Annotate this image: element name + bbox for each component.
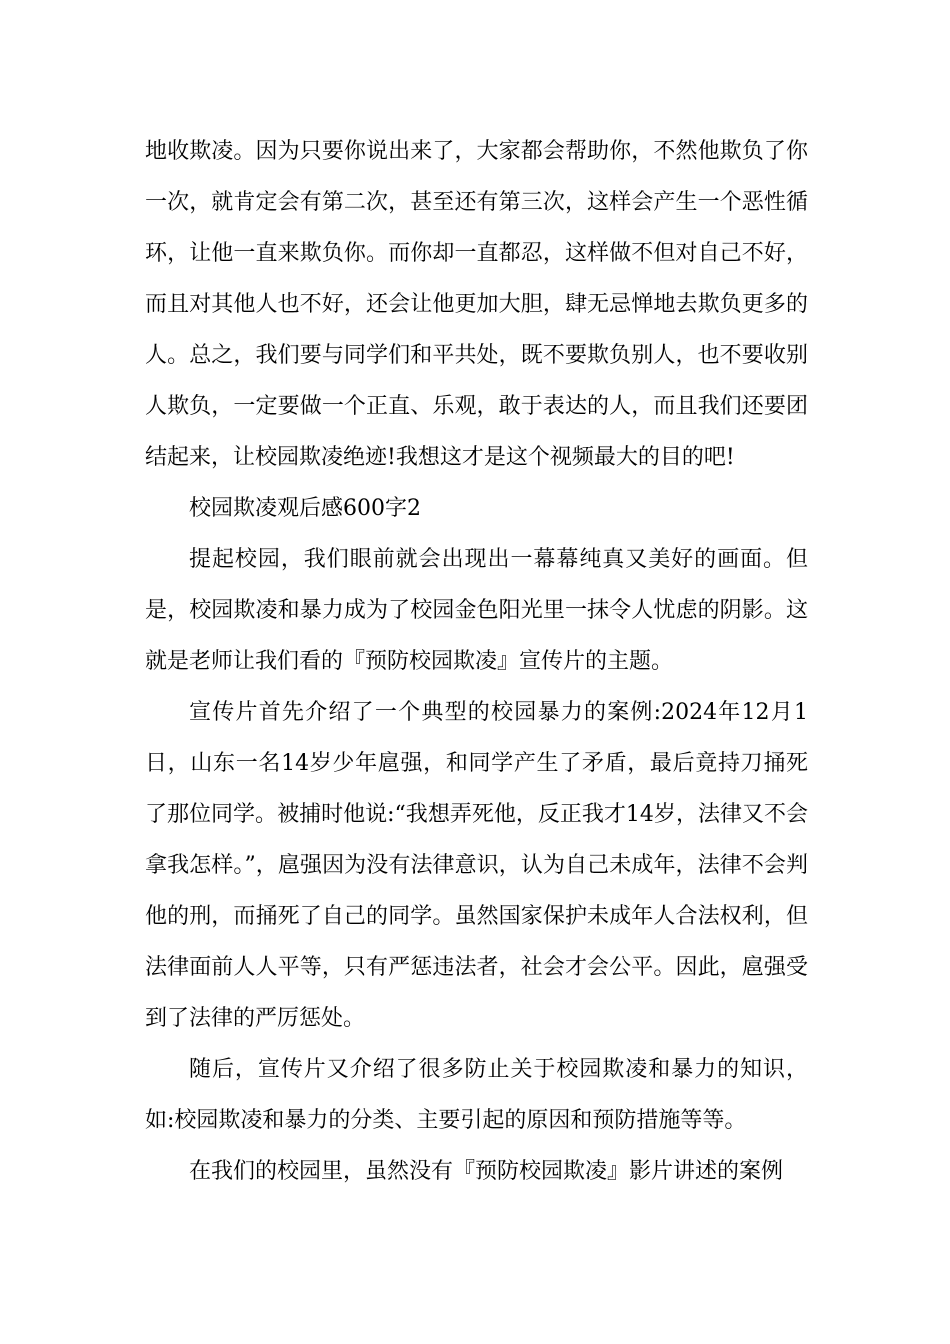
paragraph-3: 宣传片首先介绍了一个典型的校园暴力的案例:2024年12月1日，山东一名14岁少年扈强，和同学产生了矛盾，最后竟持刀捅死了那位同学。被捕时他说:“我想弄死他，反正我才14岁，法律又不会拿我怎样。”，扈强因为没有法律意识，认为自己未成年，法律不会判他的刑，而捅死了自己的同学。虽然国家保护未成年人合法权利，但法律面前人人平等，只有严惩违法者，社会才会公平。因此，扈强受到了法律的严厉惩处。 xyxy=(145,700,808,1031)
paragraph-1: 地收欺凌。因为只要你说出来了，大家都会帮助你，不然他欺负了你一次，就肯定会有第二次，甚至还有第三次，这样会产生一个恶性循环，让他一直来欺负你。而你却一直都忍，这样做不但对自己不好，而且对其他人也不好，还会让他更加大胆，肆无忌惮地去欺负更多的人。总之，我们要与同学们和平共处，既不要欺负别人，也不要收别人欺负，一定要做一个正直、乐观，敢于表达的人，而且我们还要团结起来，让校园欺凌绝迹!我想这才是这个视频最大的目的吧! xyxy=(145,139,808,470)
paragraph-5: 在我们的校园里，虽然没有『预防校园欺凌』影片讲述的案例 xyxy=(189,1159,784,1184)
paragraph-2: 提起校园，我们眼前就会出现出一幕幕纯真又美好的画面。但是，校园欺凌和暴力成为了校园金色阳光里一抹令人忧虑的阴影。这就是老师让我们看的『预防校园欺凌』宣传片的主题。 xyxy=(145,547,808,674)
paragraph-4: 随后，宣传片又介绍了很多防止关于校园欺凌和暴力的知识，如:校园欺凌和暴力的分类、主要引起的原因和预防措施等等。 xyxy=(145,1057,808,1133)
document-body xyxy=(145,126,808,1197)
section-heading: 校园欺凌观后感600字2 xyxy=(189,496,421,521)
